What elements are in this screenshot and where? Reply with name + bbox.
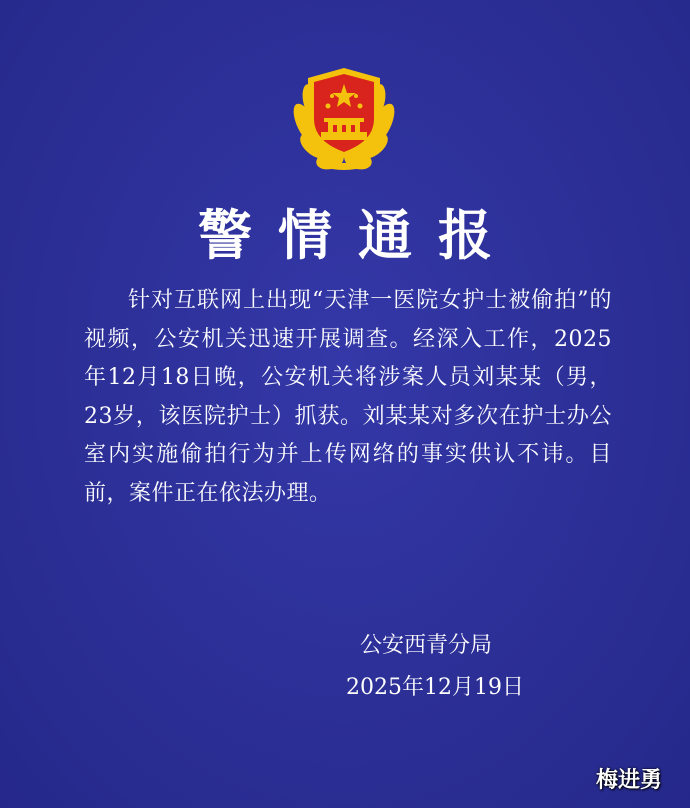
- notice-body: 针对互联网上出现“天津一医院女护士被偷拍”的视频，公安机关迅速开展调查。经深入工作，2025年12月18日晚，公安机关将涉案人员刘某某（男，23岁，该医院护士）抓获。刘某某对多次在护士办公室内实施偷拍行为并上传网络的事实供认不讳。目前，案件正在依法办理。: [84, 288, 612, 506]
- page-title: 警情通报: [198, 204, 518, 267]
- issuer-signature: 公安西青分局: [360, 633, 493, 658]
- police-emblem-icon: [288, 62, 400, 172]
- author-watermark: 梅进勇: [596, 768, 663, 793]
- issue-date: 2025年12月19日: [346, 675, 524, 700]
